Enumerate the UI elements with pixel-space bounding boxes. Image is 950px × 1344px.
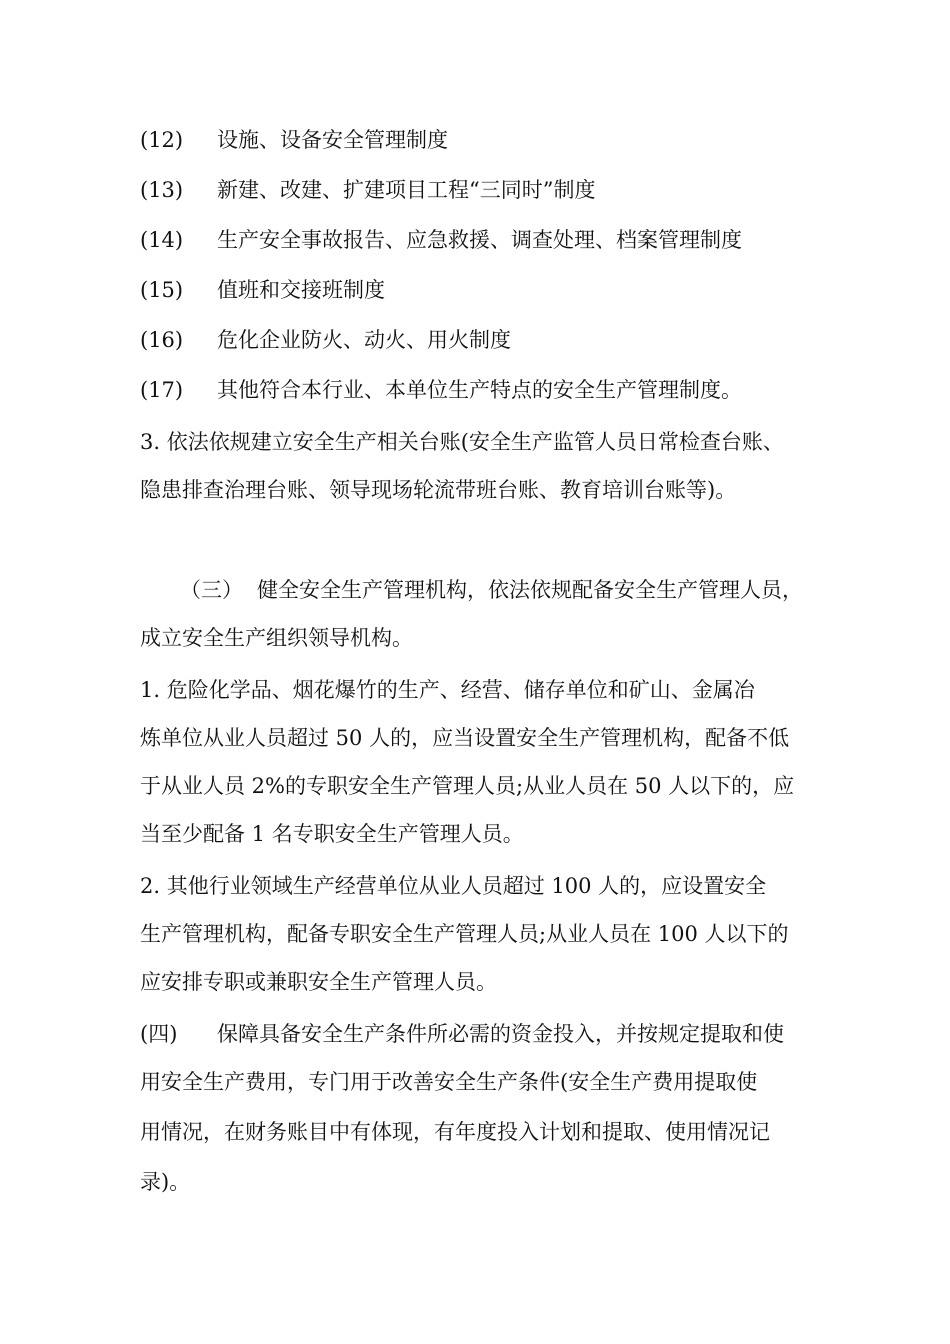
list-item-number: (14) [140, 228, 184, 252]
paragraph-line: 3. 依法依规建立安全生产相关台账(安全生产监管人员日常检查台账、 [140, 430, 784, 454]
list-item-text: 危化企业防火、动火、用火制度 [217, 328, 511, 352]
list-item-text: 生产安全事故报告、应急救援、调查处理、档案管理制度 [217, 228, 742, 252]
paragraph-line: 隐患排查治理台账、领导现场轮流带班台账、教育培训台账等)。 [140, 478, 737, 502]
section-number: （三） [180, 578, 243, 602]
list-item-number: (15) [140, 278, 184, 302]
section-text: 保障具备安全生产条件所必需的资金投入，并按规定提取和使 [217, 1022, 784, 1046]
list-item-text: 其他符合本行业、本单位生产特点的安全生产管理制度。 [217, 378, 742, 402]
list-item-text: 值班和交接班制度 [217, 278, 385, 302]
paragraph-line: 成立安全生产组织领导机构。 [140, 626, 413, 650]
list-item-text: 新建、改建、扩建项目工程“三同时”制度 [217, 178, 596, 202]
paragraph-line: 2. 其他行业领域生产经营单位从业人员超过 100 人的，应设置安全 [140, 874, 767, 898]
list-item-number: (12) [140, 128, 184, 152]
paragraph-line: 录)。 [140, 1170, 191, 1194]
section-text: 健全安全生产管理机构，依法依规配备安全生产管理人员， [257, 578, 803, 602]
paragraph-line: 生产管理机构，配备专职安全生产管理人员;从业人员在 100 人以下的 [140, 922, 789, 946]
list-item-number: (16) [140, 328, 184, 352]
paragraph-line: 1. 危险化学品、烟花爆竹的生产、经营、储存单位和矿山、金属冶 [140, 678, 755, 702]
list-item-text: 设施、设备安全管理制度 [217, 128, 448, 152]
list-item-number: (13) [140, 178, 184, 202]
list-item-number: (17) [140, 378, 184, 402]
section-number: (四) [140, 1022, 178, 1046]
paragraph-line: 当至少配备 1 名专职安全生产管理人员。 [140, 822, 524, 846]
paragraph-line: 炼单位从业人员超过 50 人的，应当设置安全生产管理机构，配备不低 [140, 726, 790, 750]
paragraph-line: 用情况，在财务账目中有体现，有年度投入计划和提取、使用情况记 [140, 1120, 770, 1144]
paragraph-line: 用安全生产费用，专门用于改善安全生产条件(安全生产费用提取使 [140, 1070, 758, 1094]
paragraph-line: 于从业人员 2%的专职安全生产管理人员;从业人员在 50 人以下的，应 [140, 774, 795, 798]
paragraph-line: 应安排专职或兼职安全生产管理人员。 [140, 970, 497, 994]
